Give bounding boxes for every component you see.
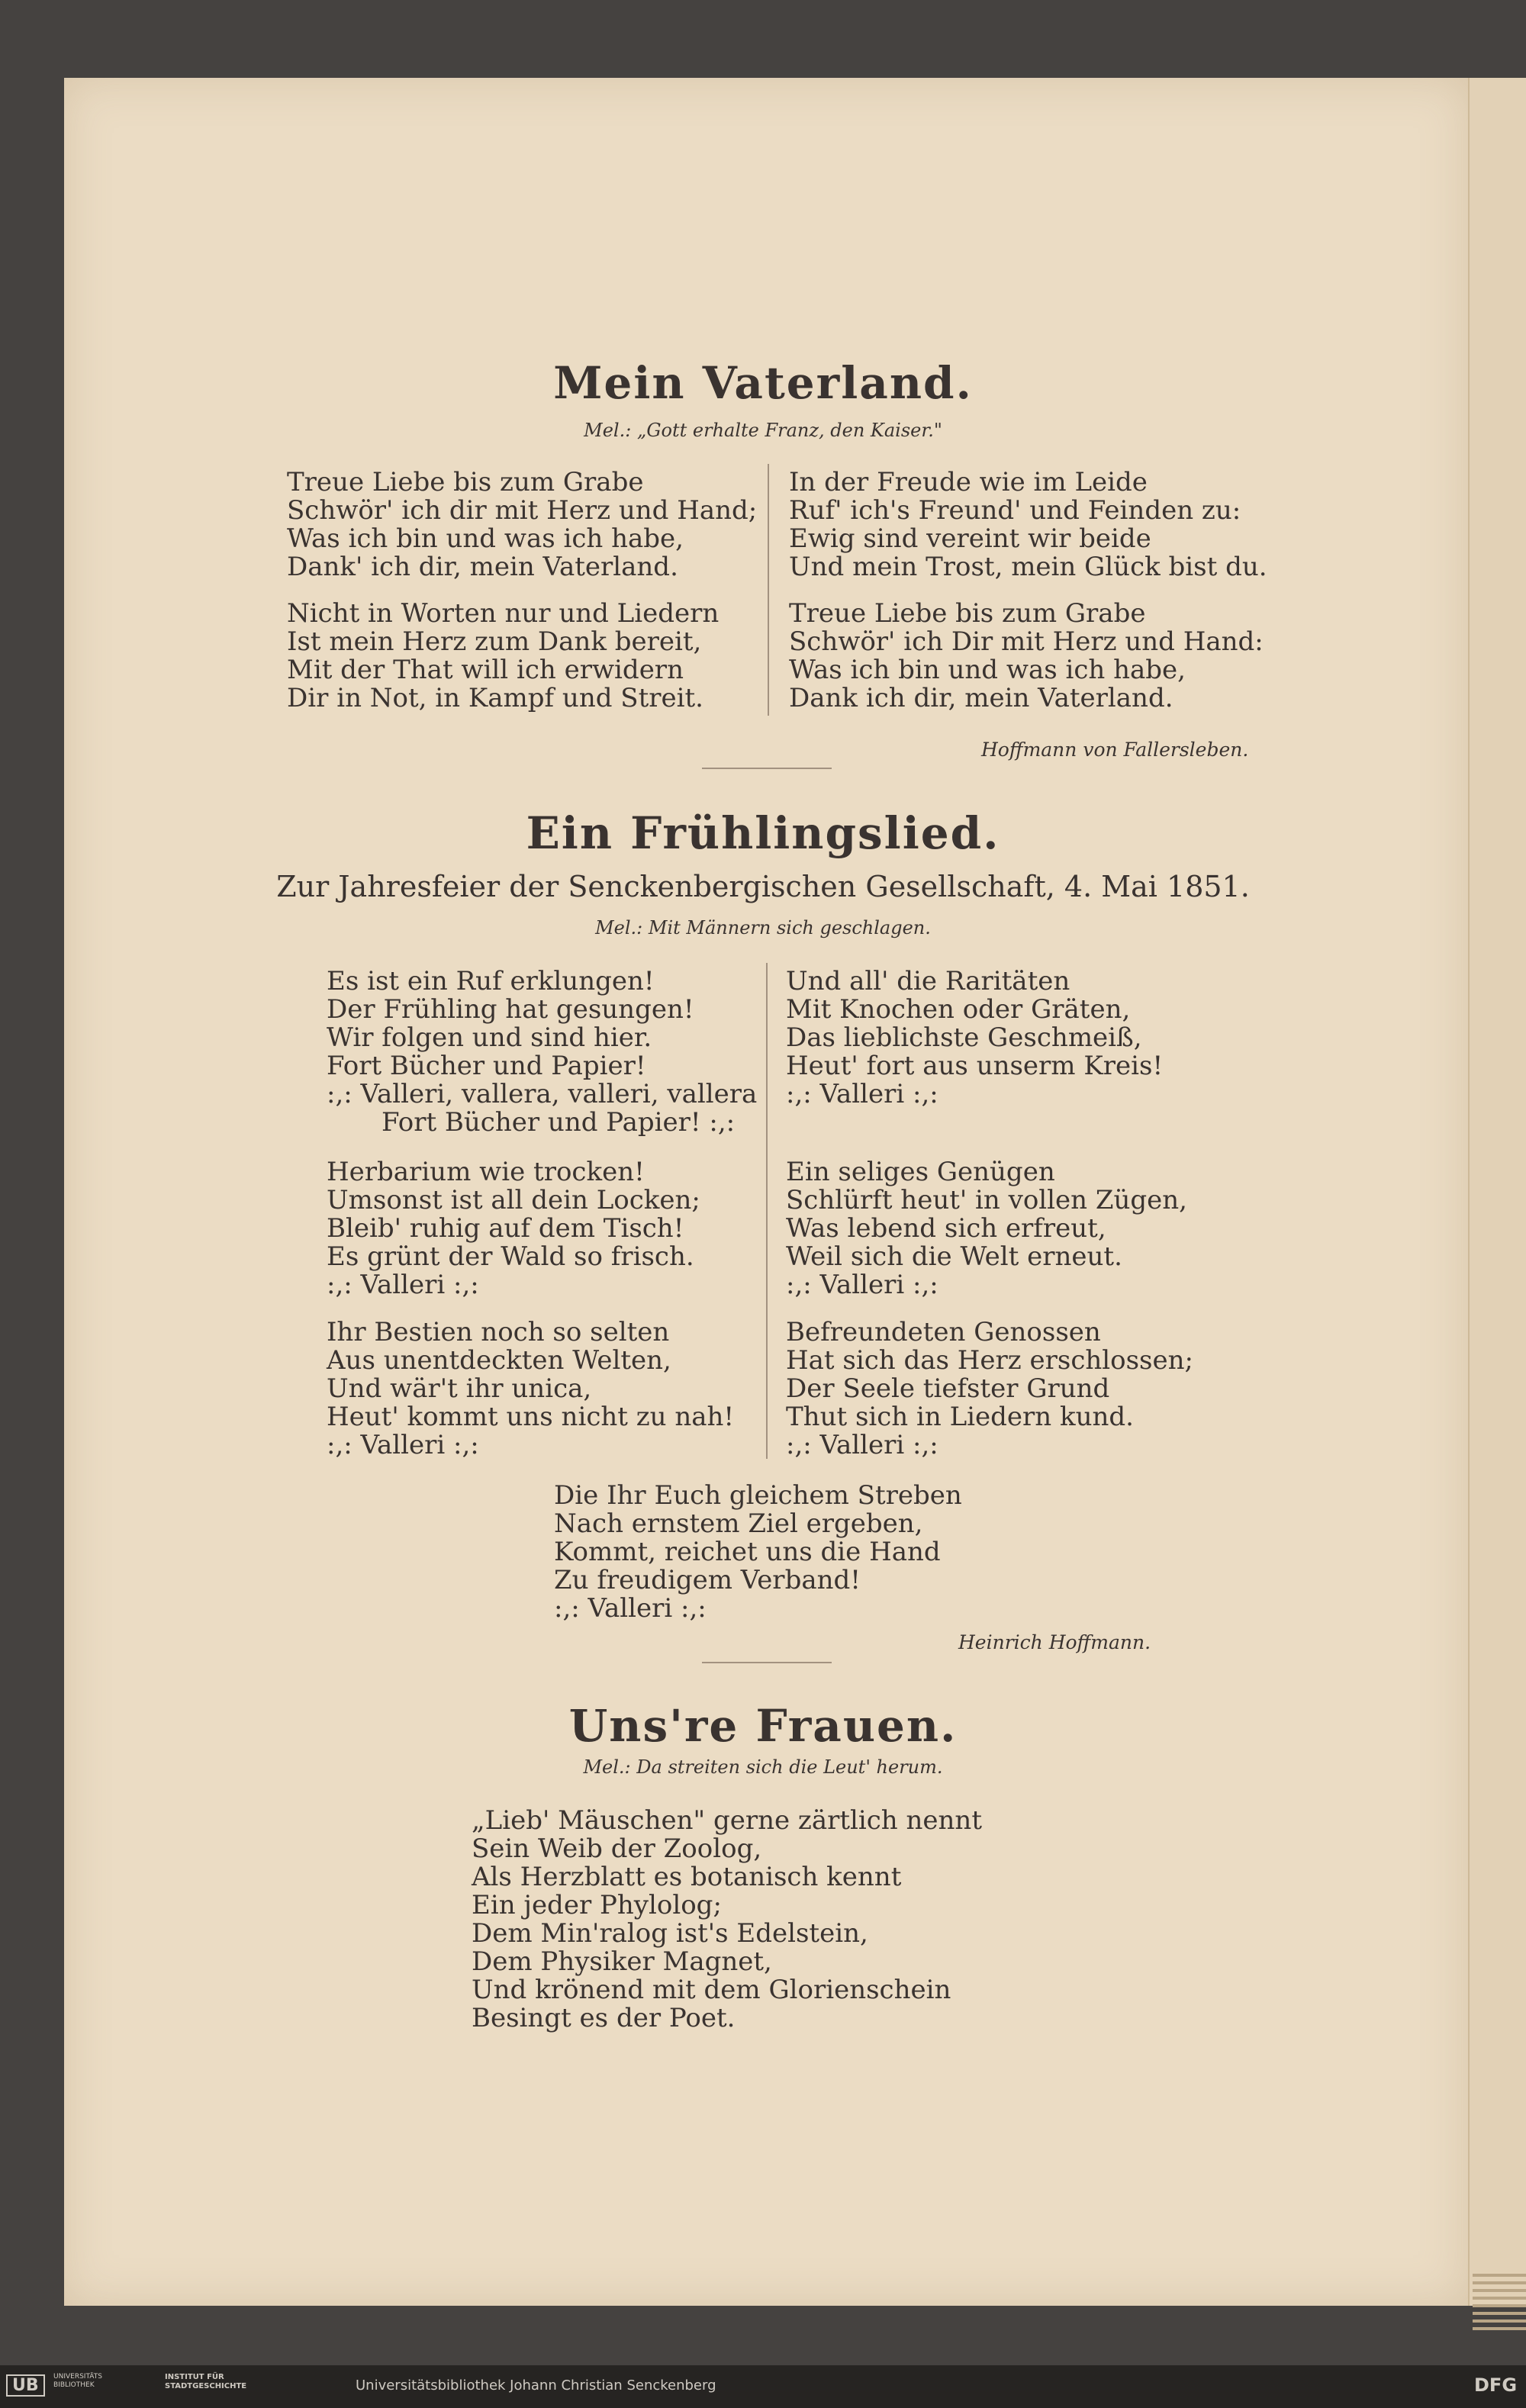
verse-line: Die Ihr Euch gleichem Streben xyxy=(554,1480,962,1511)
verse-line: Hat sich das Herz erschlossen; xyxy=(786,1345,1193,1376)
verse-line: Was ich bin und was ich habe, xyxy=(287,523,684,554)
verse-line: Dank ich dir, mein Vaterland. xyxy=(789,683,1173,713)
verse-line: Das lieblichste Geschmeiß, xyxy=(786,1022,1142,1053)
verse-line: Kommt, reichet uns die Hand xyxy=(554,1537,941,1567)
verse-line-refrain: :,: Valleri, vallera, valleri, vallera xyxy=(327,1079,758,1109)
page-stack-edges xyxy=(1473,2274,1526,2365)
verse-line: Mit der That will ich erwidern xyxy=(287,655,684,685)
verse-line-refrain: :,: Valleri :,: xyxy=(327,1270,479,1300)
verse-line: Thut sich in Liedern kund. xyxy=(786,1402,1134,1432)
stanza xyxy=(789,600,1264,713)
verse-line: Treue Liebe bis zum Grabe xyxy=(789,598,1146,629)
viewer-footer xyxy=(0,2365,1526,2408)
stanza xyxy=(789,468,1267,581)
stanza xyxy=(786,1318,1193,1460)
verse-line: Schwör' ich Dir mit Herz und Hand: xyxy=(789,626,1264,657)
dfg-logo: DFG xyxy=(1474,2374,1518,2396)
section-divider xyxy=(702,1662,832,1663)
verse-line: Treue Liebe bis zum Grabe xyxy=(287,467,644,497)
song-melody-note: Mel.: „Gott erhalte Franz, den Kaiser." xyxy=(584,420,942,441)
verse-line-refrain: :,: Valleri :,: xyxy=(786,1270,938,1300)
verse-line: Nach ernstem Ziel ergeben, xyxy=(554,1508,923,1539)
verse-line: Dem Min'ralog ist's Edelstein, xyxy=(472,1918,868,1949)
song-title-fruehlingslied: Ein Frühlingslied. xyxy=(526,807,1000,859)
verse-line: „Lieb' Mäuschen" gerne zärtlich nennt xyxy=(472,1805,982,1836)
stanza xyxy=(327,967,757,1137)
verse-line-refrain: :,: Valleri :,: xyxy=(327,1430,479,1460)
verse-line: Ewig sind vereint wir beide xyxy=(789,523,1151,554)
stanza xyxy=(287,468,757,581)
verse-line: Und wär't ihr unica, xyxy=(327,1373,592,1404)
verse-line: Nicht in Worten nur und Liedern xyxy=(287,598,720,629)
verse-line: In der Freude wie im Leide xyxy=(789,467,1148,497)
song-title-mein-vaterland: Mein Vaterland. xyxy=(553,357,973,409)
verse-line: Dem Physiker Magnet, xyxy=(472,1946,772,1977)
verse-line: Sein Weib der Zoolog, xyxy=(472,1833,762,1864)
song-author: Heinrich Hoffmann. xyxy=(958,1631,1151,1653)
stanza xyxy=(786,967,1163,1109)
verse-line: Umsonst ist all dein Locken; xyxy=(327,1185,700,1215)
verse-line: Wir folgen und sind hier. xyxy=(327,1022,652,1053)
verse-line: Und mein Trost, mein Glück bist du. xyxy=(789,552,1267,582)
verse-line: Als Herzblatt es botanisch kennt xyxy=(472,1862,902,1892)
verse-line: Fort Bücher und Papier! xyxy=(327,1051,646,1081)
song-melody-note: Mel.: Da streiten sich die Leut' herum. xyxy=(583,1756,943,1778)
verse-line: Und all' die Raritäten xyxy=(786,966,1070,996)
verse-line: Und krönend mit dem Glorienschein xyxy=(472,1975,951,2005)
verse-line: Ruf' ich's Freund' und Feinden zu: xyxy=(789,495,1241,526)
verse-line: Weil sich die Welt erneut. xyxy=(786,1241,1122,1272)
stanza xyxy=(472,1807,982,2033)
institute-logo: INSTITUT FÜR STADTGESCHICHTE xyxy=(165,2373,247,2390)
stanza xyxy=(287,600,719,713)
verse-line: Heut' kommt uns nicht zu nah! xyxy=(327,1402,735,1432)
verse-line-refrain: :,: Valleri :,: xyxy=(554,1593,707,1624)
adjacent-page-edge xyxy=(1468,78,1526,2306)
stanza-final xyxy=(554,1482,962,1623)
column-divider xyxy=(766,963,768,1459)
verse-line: Bleib' ruhig auf dem Tisch! xyxy=(327,1213,684,1244)
verse-line: Zu freudigem Verband! xyxy=(554,1565,861,1595)
verse-line: Schlürft heut' in vollen Zügen, xyxy=(786,1185,1187,1215)
verse-line-refrain: :,: Valleri :,: xyxy=(786,1430,938,1460)
verse-line: Aus unentdeckten Welten, xyxy=(327,1345,671,1376)
verse-line: Besingt es der Poet. xyxy=(472,2003,736,2033)
verse-line: Der Frühling hat gesungen! xyxy=(327,994,694,1025)
verse-line: Was ich bin und was ich habe, xyxy=(789,655,1186,685)
stanza xyxy=(327,1318,734,1460)
verse-line-refrain: Fort Bücher und Papier! :,: xyxy=(382,1107,736,1138)
verse-line-refrain: :,: Valleri :,: xyxy=(786,1079,938,1109)
verse-line: Es grünt der Wald so frisch. xyxy=(327,1241,694,1272)
ub-logo-caption: UNIVERSITÄTS BIBLIOTHEK xyxy=(53,2373,102,2389)
column-divider xyxy=(768,464,769,716)
section-divider xyxy=(702,768,832,769)
verse-line: Dir in Not, in Kampf und Streit. xyxy=(287,683,703,713)
song-title-unsre-frauen: Uns're Frauen. xyxy=(568,1700,958,1752)
ub-logo: UB xyxy=(6,2374,45,2397)
verse-line: Mit Knochen oder Gräten, xyxy=(786,994,1131,1025)
stanza xyxy=(327,1158,700,1299)
verse-line: Schwör' ich dir mit Herz und Hand; xyxy=(287,495,758,526)
verse-line: Ein seliges Genügen xyxy=(786,1157,1055,1187)
verse-line: Was lebend sich erfreut, xyxy=(786,1213,1106,1244)
song-author: Hoffmann von Fallersleben. xyxy=(981,739,1249,761)
verse-line: Ihr Bestien noch so selten xyxy=(327,1317,670,1347)
stanza xyxy=(786,1158,1187,1299)
verse-line: Herbarium wie trocken! xyxy=(327,1157,645,1187)
song-melody-note: Mel.: Mit Männern sich geschlagen. xyxy=(595,917,931,938)
verse-line: Heut' fort aus unserm Kreis! xyxy=(786,1051,1164,1081)
song-subtitle: Zur Jahresfeier der Senckenbergischen Gesellschaft, 4. Mai 1851. xyxy=(276,870,1250,903)
verse-line: Ein jeder Phylolog; xyxy=(472,1890,722,1920)
verse-line: Befreundeten Genossen xyxy=(786,1317,1101,1347)
verse-line: Der Seele tiefster Grund xyxy=(786,1373,1110,1404)
library-name: Universitätsbibliothek Johann Christian Senckenberg xyxy=(356,2377,716,2394)
verse-line: Es ist ein Ruf erklungen! xyxy=(327,966,655,996)
verse-line: Ist mein Herz zum Dank bereit, xyxy=(287,626,702,657)
verse-line: Dank' ich dir, mein Vaterland. xyxy=(287,552,678,582)
